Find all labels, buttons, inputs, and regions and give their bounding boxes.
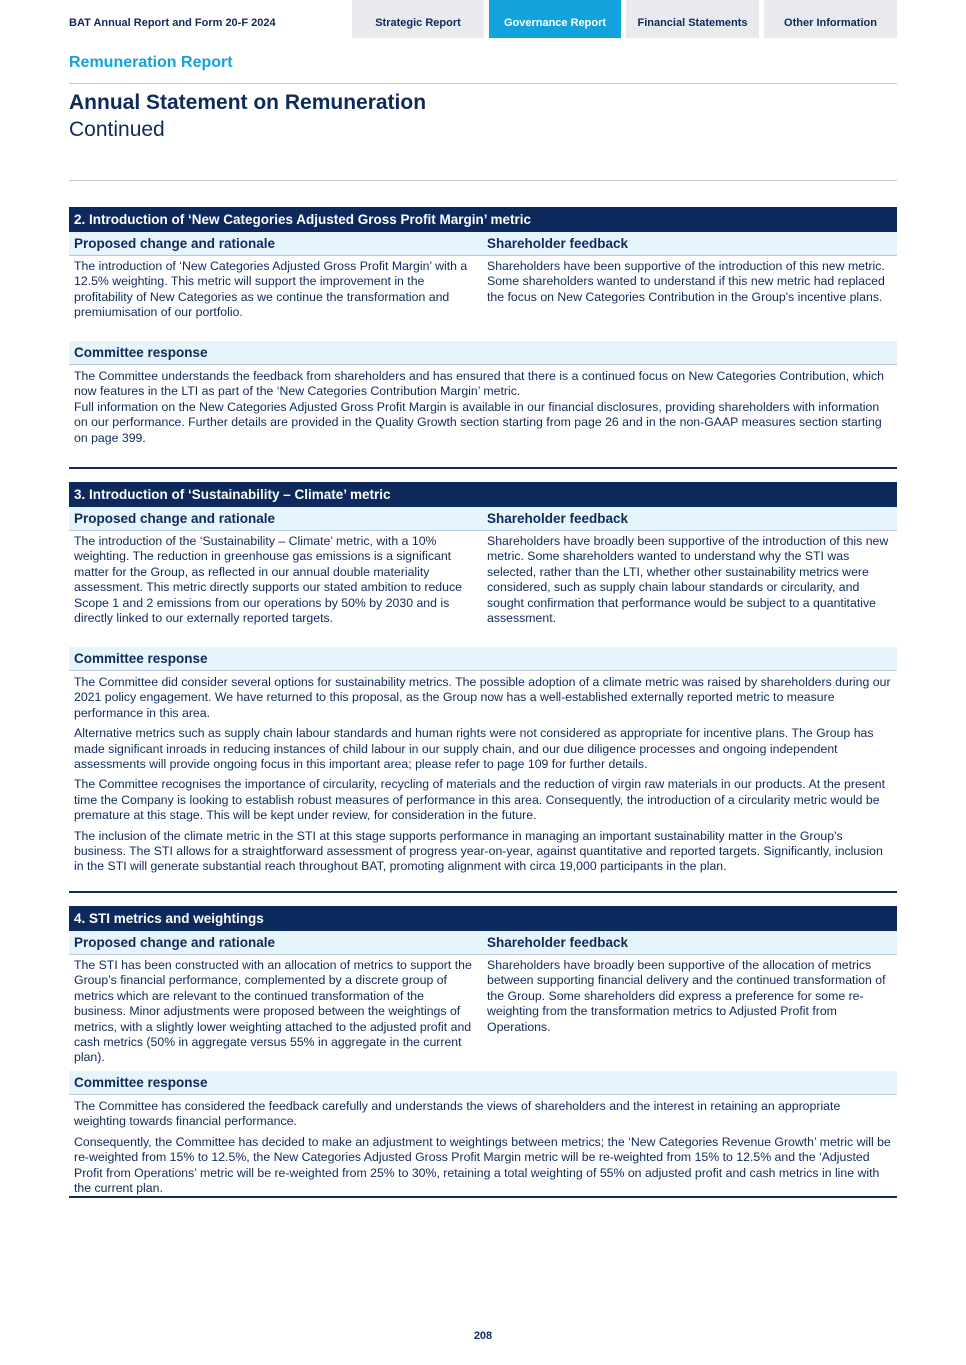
page-subtitle: Continued bbox=[69, 118, 165, 141]
proposed-change-text: The introduction of ‘New Categories Adjusted Gross Profit Margin’ with a 12.5% weighting. This metric will support the improvement in the profitability of New Categories as we continue the transformation and premiumisation of our portfolio. bbox=[74, 259, 468, 320]
committee-response-header: Committee response bbox=[69, 647, 897, 671]
response-paragraph: Alternative metrics such as supply chain labour standards and human rights were not considered as appropriate for incentive plans. The Group has made significant inroads in reducing instances of child labour in our supply chain, and our due diligence processes and ongoing independent assessments will provide ongoing focus in this important area; please refer to page 109 for further details. bbox=[74, 726, 874, 772]
response-paragraph: Consequently, the Committee has decided to make an adjustment to weightings between metrics; the ‘New Categories Revenue Growth’ metric will be re-weighted from 15% to 12.5%, the New Categories Adjusted Gross Profit Margin metric will be re-weighted from 15% to 12.5% and the ‘Adjusted Profit from Operations’ metric will be re-weighted from 25% to 30%, retaining a total weighting of 55% on adjusted profit and cash metrics in line with the current plan. bbox=[74, 1134, 891, 1196]
shareholder-feedback-text: Shareholders have broadly been supportive of the introduction of this new metric. Some shareholders wanted to understand why the STI was selected, rather than the LTI, whether other sustainability metrics were considered, such as supply chain labour standards or circularity, and sought confirmation that performance would be subject to a quantitative assessment. bbox=[487, 534, 889, 626]
proposed-change-header: Proposed change and rationale bbox=[74, 935, 276, 950]
proposed-change-text: The STI has been constructed with an allocation of metrics to support the Group’s financial performance, complemented by a discrete group of metrics which are relevant to the continued transformation of the business. Minor adjustments were proposed between the weightings of metrics, with a slightly lower weighting attached to the adjusted profit and cash metrics (50% in aggregate versus 55% in aggregate in the current plan). bbox=[74, 958, 472, 1065]
block-title: 2. Introduction of ‘New Categories Adjusted Gross Profit Margin’ metric bbox=[69, 207, 897, 232]
title-divider bbox=[69, 180, 897, 181]
metric-block-sti-weightings bbox=[69, 906, 897, 1196]
tab-other-information[interactable]: Other Information bbox=[764, 0, 897, 38]
block-title: 4. STI metrics and weightings bbox=[69, 906, 897, 931]
shareholder-feedback-header: Shareholder feedback bbox=[487, 236, 629, 251]
response-paragraph: The Committee understands the feedback from shareholders and has ensured that there is a continued focus on New Categories Contribution, which now features in the LTI as part of the ‘New Categories Contribution Margin’ metric. bbox=[74, 369, 885, 399]
metric-block-gross-profit-margin bbox=[69, 207, 897, 446]
report-title: BAT Annual Report and Form 20-F 2024 bbox=[69, 17, 276, 29]
response-paragraph: Full information on the New Categories Adjusted Gross Profit Margin is available in our financial disclosures, providing shareholders with information on our performance. Further details are provided in the Quality Growth section starting from page 26 and in the non-GAAP measures section starting on page 399. bbox=[74, 399, 882, 445]
proposed-change-text: The introduction of the ‘Sustainability – Climate’ metric, with a 10% weighting. The reduction in greenhouse gas emissions is a significant matter for the Group, as reflected in our annual double materiality assessment. This metric directly supports our stated ambition to reduce Scope 1 and 2 emissions from our operations by 50% by 2030 and is directly linked to our externally reported targets. bbox=[74, 534, 462, 626]
block-end-rule bbox=[69, 891, 897, 893]
block-title: 3. Introduction of ‘Sustainability – Climate’ metric bbox=[69, 482, 897, 507]
tab-financial-statements[interactable]: Financial Statements bbox=[626, 0, 759, 38]
shareholder-feedback-text: Shareholders have broadly been supportive of the allocation of metrics between supporting financial delivery and the continued transformation of the Group. Some shareholders did express a preference for some re-weighting from the transformation metrics to Adjusted Profit from Operations. bbox=[487, 958, 886, 1034]
metric-block-sustainability-climate bbox=[69, 482, 897, 875]
shareholder-feedback-header: Shareholder feedback bbox=[487, 511, 629, 526]
block-end-rule bbox=[69, 1196, 897, 1198]
committee-response-header: Committee response bbox=[69, 1071, 897, 1095]
proposal-feedback-row bbox=[69, 955, 897, 1071]
committee-response-header: Committee response bbox=[69, 341, 897, 365]
proposed-change-header: Proposed change and rationale bbox=[74, 511, 276, 526]
column-header-row bbox=[69, 232, 897, 256]
page-number: 208 bbox=[473, 1330, 493, 1342]
response-paragraph: The Committee did consider several options for sustainability metrics. The possible adoption of a climate metric was raised by shareholders during our 2021 policy engagement. We have returned to this proposal, as the Group now has a well-established externally reported metric to measure performance in this area. bbox=[74, 675, 891, 720]
section-label: Remuneration Report bbox=[69, 54, 233, 71]
proposal-feedback-row bbox=[69, 256, 897, 341]
column-header-row bbox=[69, 507, 897, 531]
block-end-rule bbox=[69, 467, 897, 469]
committee-response-body bbox=[69, 365, 897, 446]
response-paragraph: The inclusion of the climate metric in the STI at this stage supports performance in managing an important sustainability matter in the Group’s business. The STI allows for a straightforward assessment of progress year-on-year, against quantitative and reported targets. Significantly, inclusion in the STI will generate substantial reach throughout BAT, promoting alignment with circa 19,000 participants in the plan. bbox=[74, 828, 883, 874]
proposed-change-header: Proposed change and rationale bbox=[74, 236, 276, 251]
response-paragraph: The Committee recognises the importance of circularity, recycling of materials and the reduction of virgin raw materials in our products. At the present time the Company is looking to establish robust measures of performance in this area. Consequently, the introduction of a circularity metric would be premature at this stage. This will be kept under review, for consideration in the future. bbox=[74, 777, 886, 823]
shareholder-feedback-text: Shareholders have been supportive of the introduction of this new metric. Some shareholders wanted to understand if this new metric had replaced the focus on New Categories Contribution in the Group's incentive plans. bbox=[487, 259, 885, 304]
page-title: Annual Statement on Remuneration bbox=[69, 91, 427, 114]
tab-governance-report[interactable]: Governance Report bbox=[489, 0, 621, 38]
response-paragraph: The Committee has considered the feedback carefully and understands the views of shareholders and the interest in retaining an appropriate weighting towards financial performance. bbox=[74, 1099, 841, 1129]
tab-strategic-report[interactable]: Strategic Report bbox=[352, 0, 484, 38]
committee-response-body bbox=[69, 671, 897, 875]
section-divider bbox=[69, 83, 897, 84]
top-navigation bbox=[0, 0, 966, 38]
shareholder-feedback-header: Shareholder feedback bbox=[487, 935, 629, 950]
proposal-feedback-row bbox=[69, 531, 897, 647]
column-header-row bbox=[69, 931, 897, 955]
committee-response-body bbox=[69, 1095, 897, 1196]
